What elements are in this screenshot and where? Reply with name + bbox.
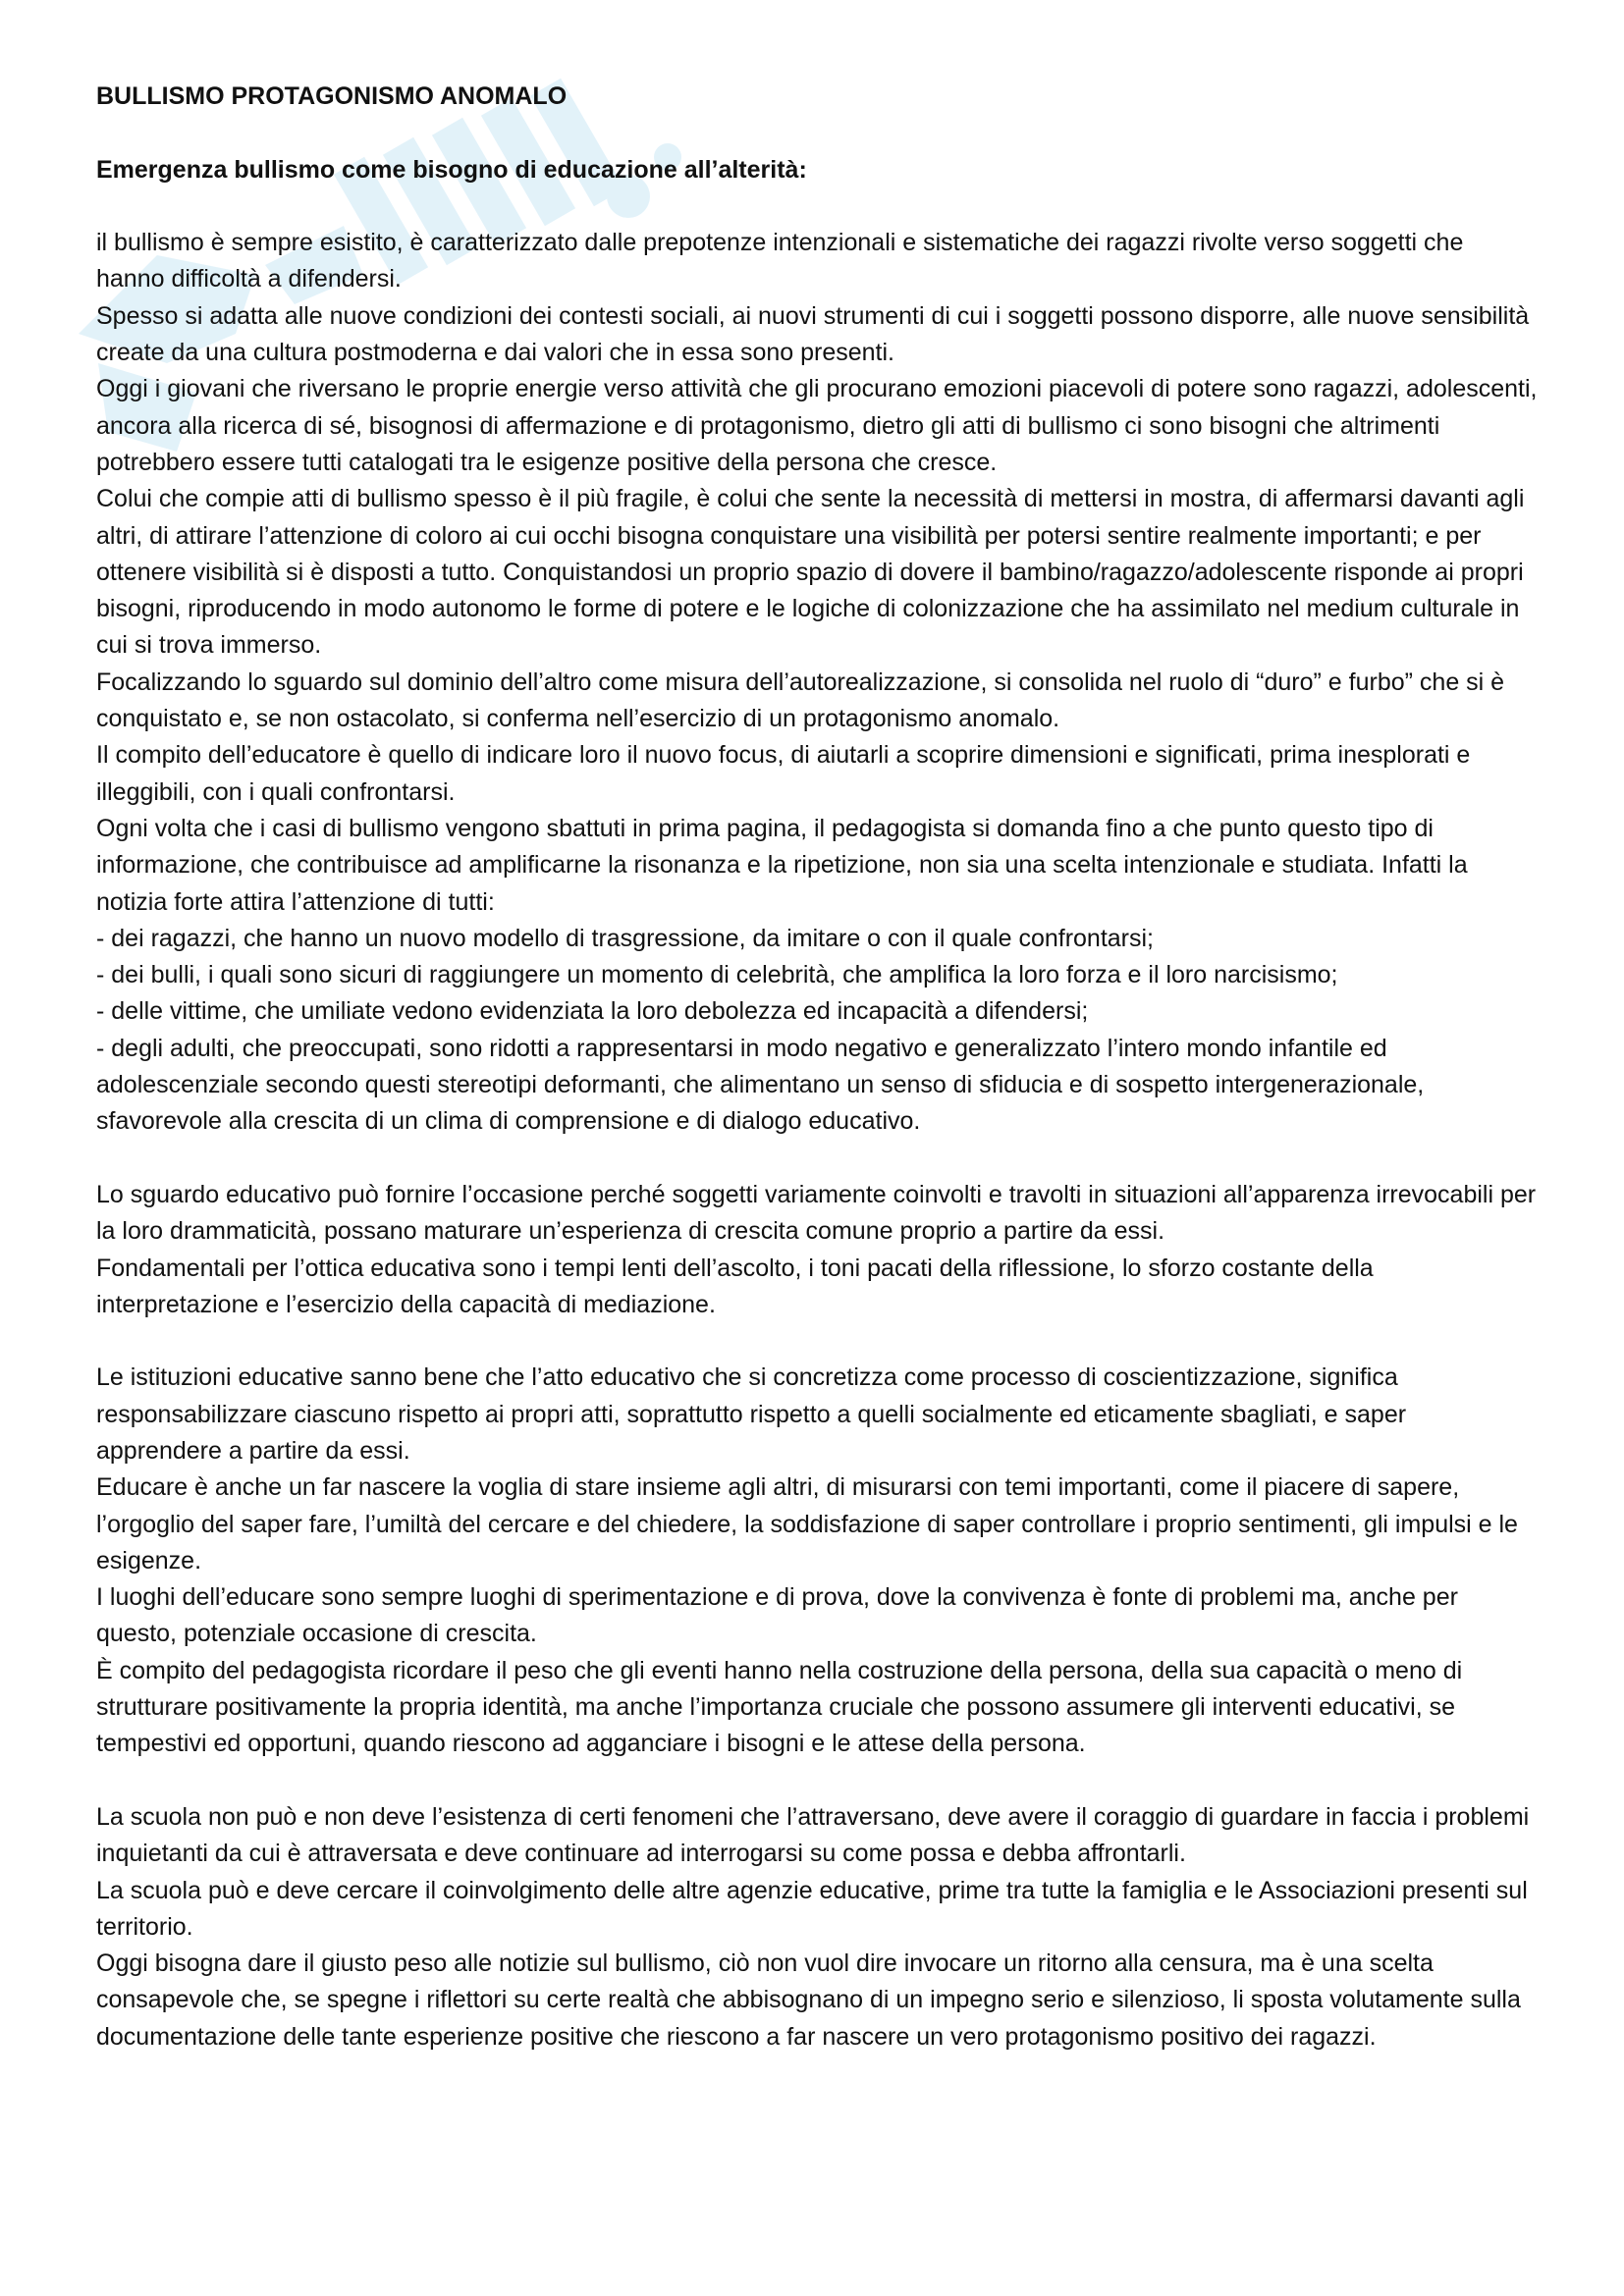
list-item: - delle vittime, che umiliate vedono evidenziata la loro debolezza ed incapacità a difendersi; <box>96 997 1089 1026</box>
paragraph: I luoghi dell’educare sono sempre luoghi di sperimentazione e di prova, dove la convivenza è fonte di problemi ma, anche per questo, potenziale occasione di crescita. <box>96 1583 1458 1648</box>
paragraph: Le istituzioni educative sanno bene che l’atto educativo che si concretizza come processo di coscientizzazione, significa responsabilizzare ciascuno rispetto ai propri atti, soprattutto rispetto a quelli socialmente ed eticamente sbagliati, e saper apprendere a partire da essi. <box>96 1363 1407 1465</box>
list-item: - dei bulli, i quali sono sicuri di raggiungere un momento di celebrità, che amplifica la loro forza e il loro narcisismo; <box>96 961 1338 989</box>
paragraph: Educare è anche un far nascere la voglia di stare insieme agli altri, di misurarsi con temi importanti, come il piacere di sapere, l’orgoglio del saper fare, l’umiltà del cercare e del chiedere, la soddisfazione di saper controllare i proprio sentimenti, gli impulsi e le esigenze. <box>96 1473 1518 1575</box>
paragraph: Ogni volta che i casi di bullismo vengono sbattuti in prima pagina, il pedagogista si domanda fino a che punto questo tipo di informazione, che contribuisce ad amplificarne la risonanza e la ripetizione, non sia una scelta intenzionale e studiata. Infatti la notizia forte attira l’attenzione di tutti: <box>96 814 1468 916</box>
list-item: - degli adulti, che preoccupati, sono ridotti a rappresentarsi in modo negativo e generalizzato l’intero mondo infantile ed adolescenziale secondo questi stereotipi deformanti, che alimentano un senso di sfiducia e di sospetto intergenerazionale, sfavorevole alla crescita di un clima di comprensione e di dialogo educativo. <box>96 1034 1425 1136</box>
document-body <box>96 79 1538 2056</box>
paragraph: il bullismo è sempre esistito, è caratterizzato dalle prepotenze intenzionali e sistematiche dei ragazzi rivolte verso soggetti che hanno difficoltà a difendersi. <box>96 229 1464 294</box>
document-subtitle: Emergenza bullismo come bisogno di educazione all’alterità: <box>96 155 807 184</box>
spacer <box>96 1323 1538 1360</box>
paragraph: Oggi i giovani che riversano le proprie energie verso attività che gli procurano emozioni piacevoli di potere sono ragazzi, adolescenti, ancora alla ricerca di sé, bisognosi di affermazione e di protagonismo, dietro gli atti di bullismo ci sono bisogni che altrimenti potrebbero essere tutti catalogati tra le esigenze positive della persona che cresce. <box>96 375 1538 476</box>
paragraph: Fondamentali per l’ottica educativa sono i tempi lenti dell’ascolto, i toni pacati della riflessione, lo sforzo costante della interpretazione e l’esercizio della capacità di mediazione. <box>96 1254 1374 1318</box>
paragraph: Spesso si adatta alle nuove condizioni dei contesti sociali, ai nuovi strumenti di cui i soggetti possono disporre, alle nuove sensibilità create da una cultura postmoderna e dai valori che in essa sono presenti. <box>96 301 1530 367</box>
paragraph: Oggi bisogna dare il giusto peso alle notizie sul bullismo, ciò non vuol dire invocare un ritorno alla censura, ma è una scelta consapevole che, se spegne i riflettori su certe realtà che abbisognano di un impegno serio e silenzioso, li sposta volutamente sulla documentazione delle tante esperienze positive che riescono a far nascere un vero protagonismo positivo dei ragazzi. <box>96 1949 1521 2051</box>
spacer <box>96 115 1538 151</box>
paragraph: Lo sguardo educativo può fornire l’occasione perché soggetti variamente coinvolti e travolti in situazioni all’apparenza irrevocabili per la loro drammaticità, possano maturare un’esperienza di crescita comune proprio a partire da essi. <box>96 1180 1537 1246</box>
paragraph: È compito del pedagogista ricordare il peso che gli eventi hanno nella costruzione della persona, della sua capacità o meno di strutturare positivamente la propria identità, ma anche l’importanza cruciale che possono assumere gli interventi educativi, se tempestivi ed opportuni, quando riescono ad agganciare i bisogni e le attese della persona. <box>96 1656 1463 1758</box>
spacer <box>96 1763 1538 1799</box>
paragraph: La scuola può e deve cercare il coinvolgimento delle altre agenzie educative, prime tra tutte la famiglia e le Associazioni presenti sul territorio. <box>96 1876 1528 1941</box>
spacer <box>96 188 1538 225</box>
paragraph: Il compito dell’educatore è quello di indicare loro il nuovo focus, di aiutarli a scoprire dimensioni e significati, prima inesplorati e illeggibili, con i quali confrontarsi. <box>96 741 1471 806</box>
paragraph: Focalizzando lo sguardo sul dominio dell’altro come misura dell’autorealizzazione, si consolida nel ruolo di “duro” e furbo” che si è conquistato e, se non ostacolato, si conferma nell’esercizio di un protagonismo anomalo. <box>96 667 1505 733</box>
paragraph: La scuola non può e non deve l’esistenza di certi fenomeni che l’attraversano, deve avere il coraggio di guardare in faccia i problemi inquietanti da cui è attraversata e deve continuare ad interrogarsi su come possa e debba affrontarli. <box>96 1802 1530 1868</box>
document-title: BULLISMO PROTAGONISMO ANOMALO <box>96 82 568 110</box>
list-item: - dei ragazzi, che hanno un nuovo modello di trasgressione, da imitare o con il quale confrontarsi; <box>96 924 1155 952</box>
spacer <box>96 1141 1538 1177</box>
paragraph: Colui che compie atti di bullismo spesso è il più fragile, è colui che sente la necessità di mettersi in mostra, di affermarsi davanti agli altri, di attirare l’attenzione di coloro ai cui occhi bisogna conquistare una visibilità per potersi sentire realmente importanti; e per ottenere visibilità si è disposti a tutto. Conquistandosi un proprio spazio di dovere il bambino/ragazzo/adolescente risponde ai propri bisogni, riproducendo in modo autonomo le forme di potere e le logiche di colonizzazione che ha assimilato nel medium culturale in cui si trova immerso. <box>96 485 1525 660</box>
